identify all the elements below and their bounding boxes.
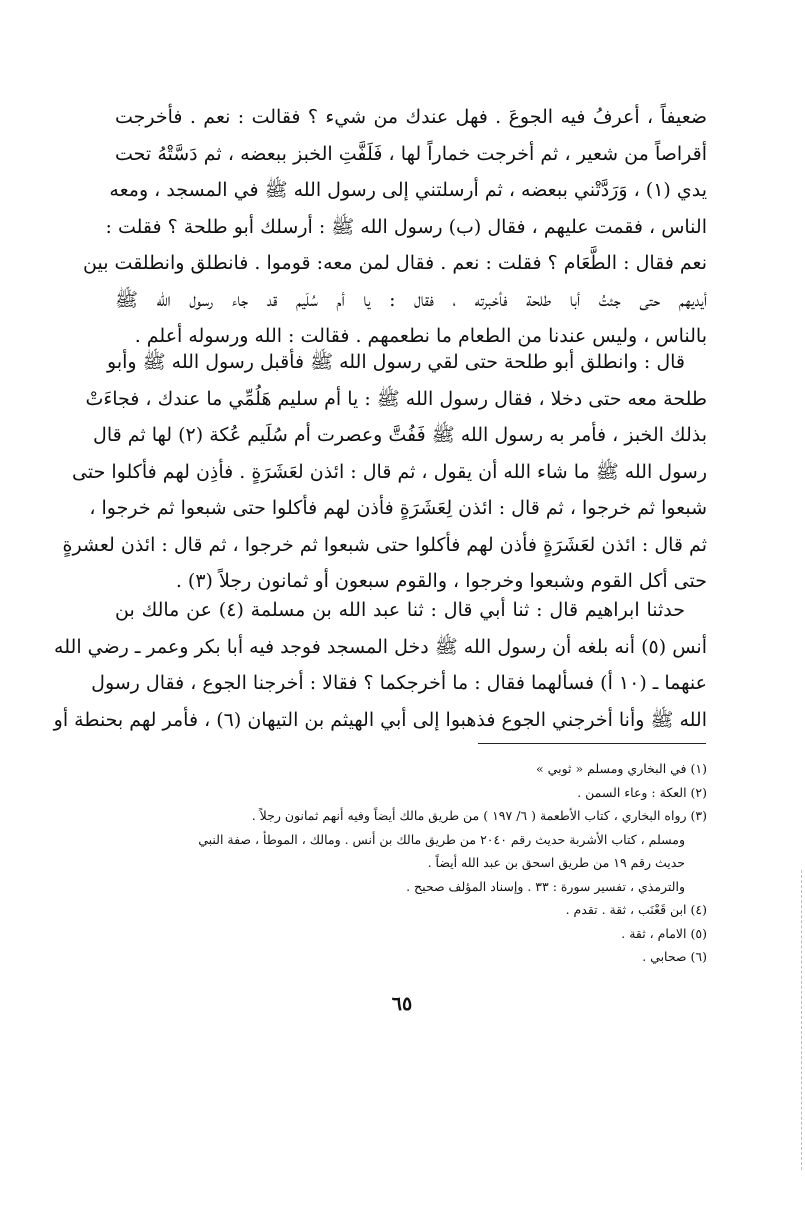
footnote: حديث رقم ١٩ من طريق اسحق بن عبد الله أيضاً . bbox=[427, 855, 685, 870]
footnotes bbox=[115, 757, 707, 969]
footnote: (٤) ابن قَعْنَب ، ثقة . تقدم . bbox=[565, 902, 707, 917]
text-line: عنهما ـ (١٠ أ) فسألهما فقال : ما أخرجكما ؟ فقالا : أخرجنا الجوع ، فقال رسول bbox=[91, 672, 707, 694]
footnote: (٣) رواه البخاري ، كتاب الأطعمة ( ٦/ ١٩٧ ) من طريق مالك أيضاً وفيه أنهم ثمانون رجلاً . bbox=[251, 808, 707, 823]
text-line: طلحة معه حتى دخلا ، فقال رسول الله ﷺ : يا أم سليم هَلُمِّي ما عندك ، فجاءَتْ bbox=[85, 387, 707, 410]
text-line: رسول الله ﷺ ما شاء الله أن يقول ، ثم قال : ائذن لعَشَرَةٍ . فأذِن لهم فأكلوا حتى bbox=[72, 460, 707, 483]
paragraph-1 bbox=[83, 99, 707, 355]
text-line: حتى أكل القوم وشبعوا وخرجوا ، والقوم سبعون أو ثمانون رجلاً (٣) . bbox=[175, 570, 707, 592]
footnote: (٢) العكة : وعاء السمن . bbox=[577, 784, 707, 800]
text-line: قال : وانطلق أبو طلحة حتى لقي رسول الله ﷺ فأقبل رسول الله ﷺ وأبو bbox=[107, 351, 685, 373]
text-line: يدي (١) ، وَرَدَّتْني ببعضه ، ثم أرسلتني إلى رسول الله ﷺ في المسجد ، ومعه bbox=[109, 179, 707, 201]
paragraph-2 bbox=[62, 344, 707, 600]
paragraph-3 bbox=[53, 592, 707, 738]
text-line: شبعوا ثم خرجوا ، ثم قال : ائذن لِعَشَرَةٍ فأذن لهم فأكلوا حتى شبعوا ثم خرجوا ، bbox=[89, 497, 707, 519]
text-line: نعم فقال : الطَّعَام ؟ فقلت : نعم . فقال لمن معه: قوموا . فانطلق وانطلقت بين bbox=[83, 252, 707, 274]
text-line: أنس (٥) أنه بلغه أن رسول الله ﷺ دخل المسجد فوجد فيه أبا بكر وعمر ـ رضي الله bbox=[54, 635, 707, 658]
text-line: الناس ، فقمت عليهم ، فقال (ب) رسول الله ﷺ : أرسلك أبو طلحة ؟ فقلت : bbox=[105, 215, 707, 238]
text-line: الله ﷺ وأنا أخرجني الجوع فذهبوا إلى أبي الهيثم بن التيهان (٦) ، فأمر لهم بحنطة أو bbox=[53, 708, 707, 731]
text-line: أيديهم حتى جئتُ أبا طلحة فأخبرته ، فقال : يا أم سُلَيم قد جاء رسول الله ﷺ bbox=[115, 288, 707, 311]
footnote: ومسلم ، كتاب الأشربة حديث رقم ٢٠٤٠ من طريق مالك بن أنس . ومالك ، الموطأ ، صفة النبي bbox=[198, 831, 685, 847]
text-line: ثم قال : ائذن لعَشَرَةٍ فأذن لهم فأكلوا حتى شبعوا ثم خرجوا ، ثم قال : ائذن لعشرةٍ bbox=[62, 533, 707, 556]
text-line: بذلك الخبز ، فأمر به رسول الله ﷺ فَفُتَّ وعصرت أم سُلَيم عُكة (٢) لها ثم قال bbox=[93, 424, 707, 446]
footnote-divider bbox=[478, 743, 706, 744]
text-line: أقراصاً من شعير ، ثم أخرجت خماراً لها ، فَلَفَّتِ الخبز ببعضه ، ثم دَسَّتْهُ تحت bbox=[115, 142, 707, 165]
footnote: والترمذي ، تفسير سورة : ٣٣ . وإسناد المؤلف صحيح . bbox=[406, 878, 685, 894]
footnote: (٦) صحابي . bbox=[642, 949, 707, 964]
scan-edge bbox=[799, 870, 802, 1170]
text-line: ضعيفاً ، أعرفُ فيه الجوعَ . فهل عندك من شيء ؟ فقالت : نعم . فأخرجت bbox=[115, 106, 707, 128]
page-number: ٦٥ bbox=[391, 993, 413, 1015]
text-line: بالناس ، وليس عندنا من الطعام ما نطعمهم . فقالت : الله ورسوله أعلم . bbox=[134, 325, 707, 347]
text-line: حدثنا ابراهيم قال : ثنا أبي قال : ثنا عبد الله بن مسلمة (٤) عن مالك بن bbox=[115, 599, 685, 621]
footnote: (١) في البخاري ومسلم « ثوبي » bbox=[536, 761, 707, 776]
footnote: (٥) الامام ، ثقة . bbox=[621, 925, 707, 941]
